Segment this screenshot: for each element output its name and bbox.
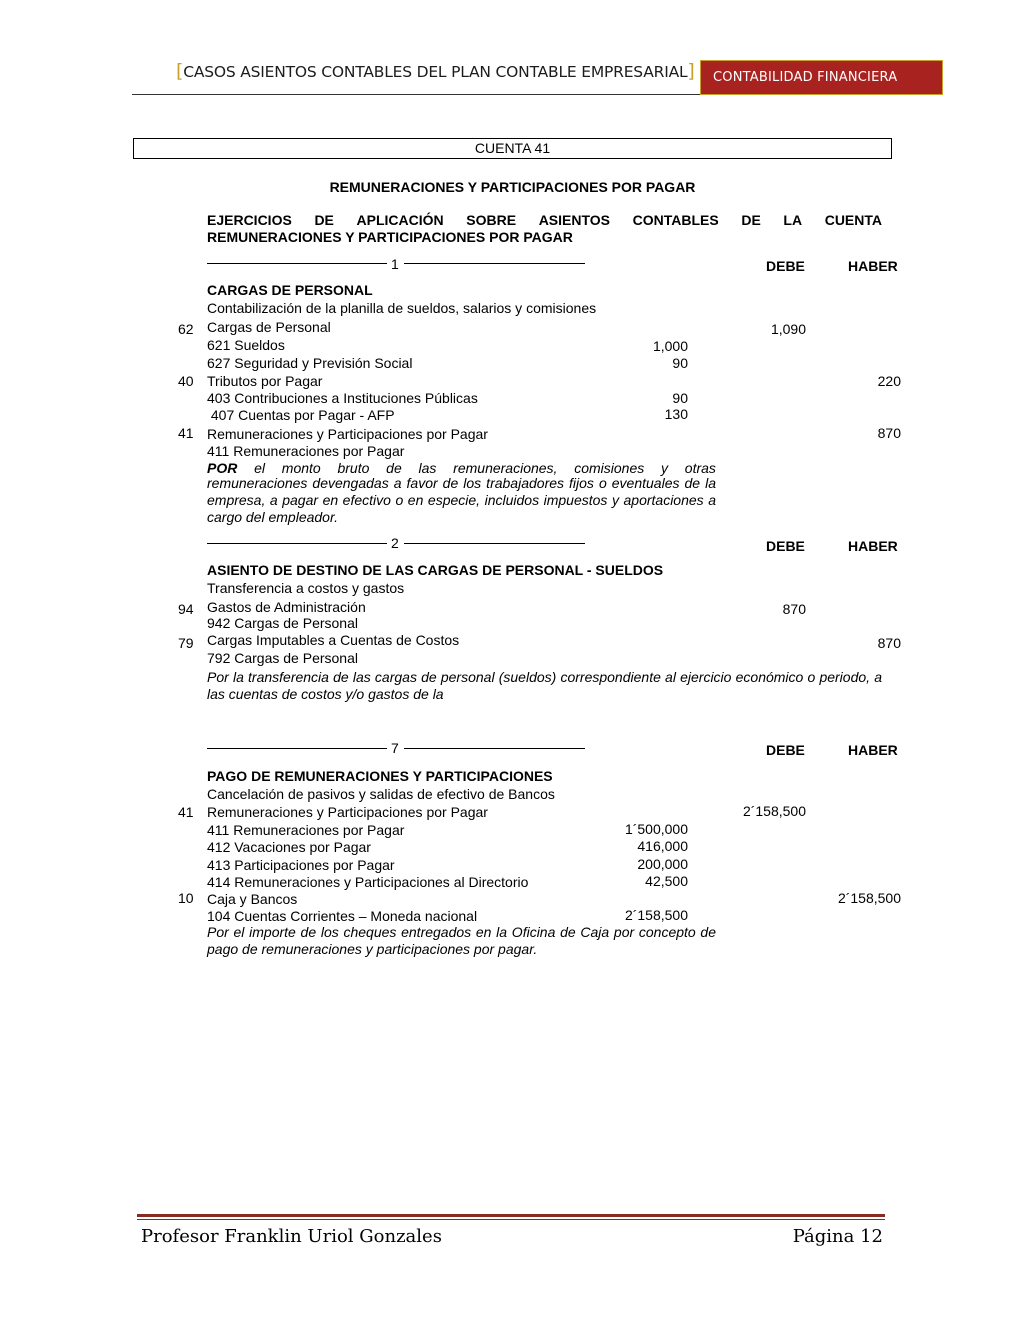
entry-2-rule-right <box>404 543 585 544</box>
entry-1-gloss-word: bruto <box>337 460 370 476</box>
entry-7-gloss: Por el importe de los cheques entregados en la Oficina de Caja por concepto de pago de remuneraciones y participaciones por pagar. <box>207 924 716 957</box>
entry-1-code-41: 41 <box>178 425 194 441</box>
entry-1-gloss-word: comisiones <box>574 460 645 476</box>
entry-7-haber-header: HABER <box>848 742 898 758</box>
entry-2-line-text: Gastos de Administración <box>207 599 366 615</box>
entry-1-gloss-word: el <box>254 460 266 476</box>
header-bracket-close: ] <box>687 60 695 82</box>
entry-1-title: CARGAS DE PERSONAL <box>207 282 373 298</box>
entry-7-line-text: 412 Vacaciones por Pagar <box>207 839 371 855</box>
entry-7-number: 7 <box>391 740 399 756</box>
intro-word: CONTABLES <box>632 212 719 228</box>
entry-1-debe-header: DEBE <box>766 258 805 274</box>
header-bracket-open: [ <box>176 60 184 82</box>
intro-word: LA <box>783 212 803 228</box>
entry-7-line-text: 413 Participaciones por Pagar <box>207 857 395 873</box>
entry-1-code-40: 40 <box>178 373 194 389</box>
entry-2-gloss: Por la transferencia de las cargas de personal (sueldos) correspondiente al ejercicio económico o periodo, a las cuentas de costos y/o gastos de la <box>207 669 882 702</box>
entry-1-rule-left <box>207 263 387 264</box>
entry-1-line-text: 407 Cuentas por Pagar - AFP <box>207 407 395 423</box>
entry-7-partial-amount: 42,500 <box>645 873 688 889</box>
entry-1-line-text: 411 Remuneraciones por Pagar <box>207 443 405 459</box>
entry-7-haber-amount: 2´158,500 <box>837 890 901 906</box>
entry-1-partial-amount: 1,000 <box>652 338 688 354</box>
entry-7-debe-header: DEBE <box>766 742 805 758</box>
entry-1-haber-header: HABER <box>848 258 898 274</box>
footer-rule-thick <box>137 1214 885 1217</box>
entry-7-title: PAGO DE REMUNERACIONES Y PARTICIPACIONES <box>207 768 553 784</box>
entry-7-partial-amount: 2´158,500 <box>624 907 688 923</box>
header-section-label: CONTABILIDAD FINANCIERA <box>713 70 898 85</box>
entry-1-line-text: Tributos por Pagar <box>207 373 323 389</box>
entry-1-description: Contabilización de la planilla de sueldos, salarios y comisiones <box>207 300 597 316</box>
entry-1-partial-amount: 90 <box>672 355 688 371</box>
entry-1-partial-amount: 90 <box>672 390 688 406</box>
entry-7-rule-left <box>207 748 387 749</box>
intro-word: DE <box>741 212 761 228</box>
entry-1-gloss-word: de <box>386 460 402 476</box>
intro-word: EJERCICIOS <box>207 212 292 228</box>
entry-7-line-text: 414 Remuneraciones y Participaciones al Directorio <box>207 874 529 890</box>
entry-1-line-text: Remuneraciones y Participaciones por Pagar <box>207 426 488 442</box>
page-subtitle: REMUNERACIONES Y PARTICIPACIONES POR PAGAR <box>329 179 696 195</box>
entry-1-partial-amount: 130 <box>664 406 688 422</box>
intro-line-2: REMUNERACIONES Y PARTICIPACIONES POR PAGAR <box>207 229 573 245</box>
entry-1-line-text: 403 Contribuciones a Instituciones Públicas <box>207 390 478 406</box>
entry-1-debe-amount: 1,090 <box>770 321 806 337</box>
intro-line-1 <box>207 212 882 228</box>
entry-2-line-text: 792 Cargas de Personal <box>207 650 358 666</box>
header-section-badge <box>700 60 943 95</box>
header-title-text: CASOS ASIENTOS CONTABLES DEL PLAN CONTABLE EMPRESARIAL <box>183 63 688 81</box>
entry-1-code-62: 62 <box>178 321 194 337</box>
entry-7-description: Cancelación de pasivos y salidas de efectivo de Bancos <box>207 786 555 802</box>
entry-7-partial-amount: 200,000 <box>637 856 688 872</box>
entry-2-line-text: 942 Cargas de Personal <box>207 615 358 631</box>
entry-2-debe-header: DEBE <box>766 538 805 554</box>
entry-2-haber-header: HABER <box>848 538 898 554</box>
entry-2-debe-amount: 870 <box>782 601 806 617</box>
entry-7-code-10: 10 <box>178 890 194 906</box>
entry-1-number: 1 <box>391 256 399 272</box>
entry-2-line-text: Cargas Imputables a Cuentas de Costos <box>207 632 460 648</box>
document-header-title <box>176 60 695 82</box>
entry-1-gloss-word: las <box>418 460 437 476</box>
entry-7-rule-right <box>404 748 585 749</box>
entry-1-haber-amount: 870 <box>877 425 901 441</box>
entry-2-haber-amount: 870 <box>877 635 901 651</box>
entry-1-gloss-word: y <box>661 460 669 476</box>
entry-1-gloss-first-line <box>207 460 716 476</box>
entry-7-partial-amount: 1´500,000 <box>624 821 688 837</box>
entry-7-code-41: 41 <box>178 804 194 820</box>
entry-1-line-text: Cargas de Personal <box>207 319 331 335</box>
entry-7-line-text: 104 Cuentas Corrientes – Moneda nacional <box>207 908 478 924</box>
entry-2-rule-left <box>207 543 387 544</box>
entry-2-description: Transferencia a costos y gastos <box>207 580 405 596</box>
intro-word: DE <box>314 212 334 228</box>
entry-1-gloss-lead: POR <box>207 460 238 476</box>
entry-1-gloss-word: otras <box>684 460 716 476</box>
account-box: CUENTA 41 <box>133 138 892 159</box>
footer-page-number: Página 12 <box>792 1226 883 1247</box>
entry-1-gloss-word: monto <box>281 460 321 476</box>
entry-2-code-79: 79 <box>178 635 194 651</box>
entry-1-rule-right <box>404 263 585 264</box>
entry-7-line-text: Caja y Bancos <box>207 891 298 907</box>
intro-word: ASIENTOS <box>538 212 610 228</box>
entry-7-partial-amount: 416,000 <box>637 838 688 854</box>
entry-1-haber-amount: 220 <box>877 373 901 389</box>
footer-rule-thin <box>137 1219 885 1220</box>
entry-7-debe-amount: 2´158,500 <box>742 803 806 819</box>
entry-1-gloss: remuneraciones devengadas a favor de los trabajadores fijos o eventuales de la empresa, a pagar en efectivo o en especie, incluidos impuestos y aportaciones a cargo del empleador. <box>207 475 716 525</box>
entry-1-line-text: 627 Seguridad y Previsión Social <box>207 355 413 371</box>
intro-word: APLICACIÓN <box>356 212 444 228</box>
entry-1-line-text: 621 Sueldos <box>207 337 285 353</box>
intro-word: SOBRE <box>466 212 517 228</box>
entry-7-line-text: 411 Remuneraciones por Pagar <box>207 822 405 838</box>
entry-2-title: ASIENTO DE DESTINO DE LAS CARGAS DE PERSONAL - SUELDOS <box>207 562 664 578</box>
entry-2-code-94: 94 <box>178 601 194 617</box>
entry-7-line-text: Remuneraciones y Participaciones por Pagar <box>207 804 488 820</box>
entry-1-gloss-word: remuneraciones, <box>453 460 558 476</box>
intro-word: CUENTA <box>824 212 882 228</box>
header-rule <box>132 94 700 95</box>
entry-2-number: 2 <box>391 535 399 551</box>
footer-author: Profesor Franklin Uriol Gonzales <box>141 1226 442 1247</box>
